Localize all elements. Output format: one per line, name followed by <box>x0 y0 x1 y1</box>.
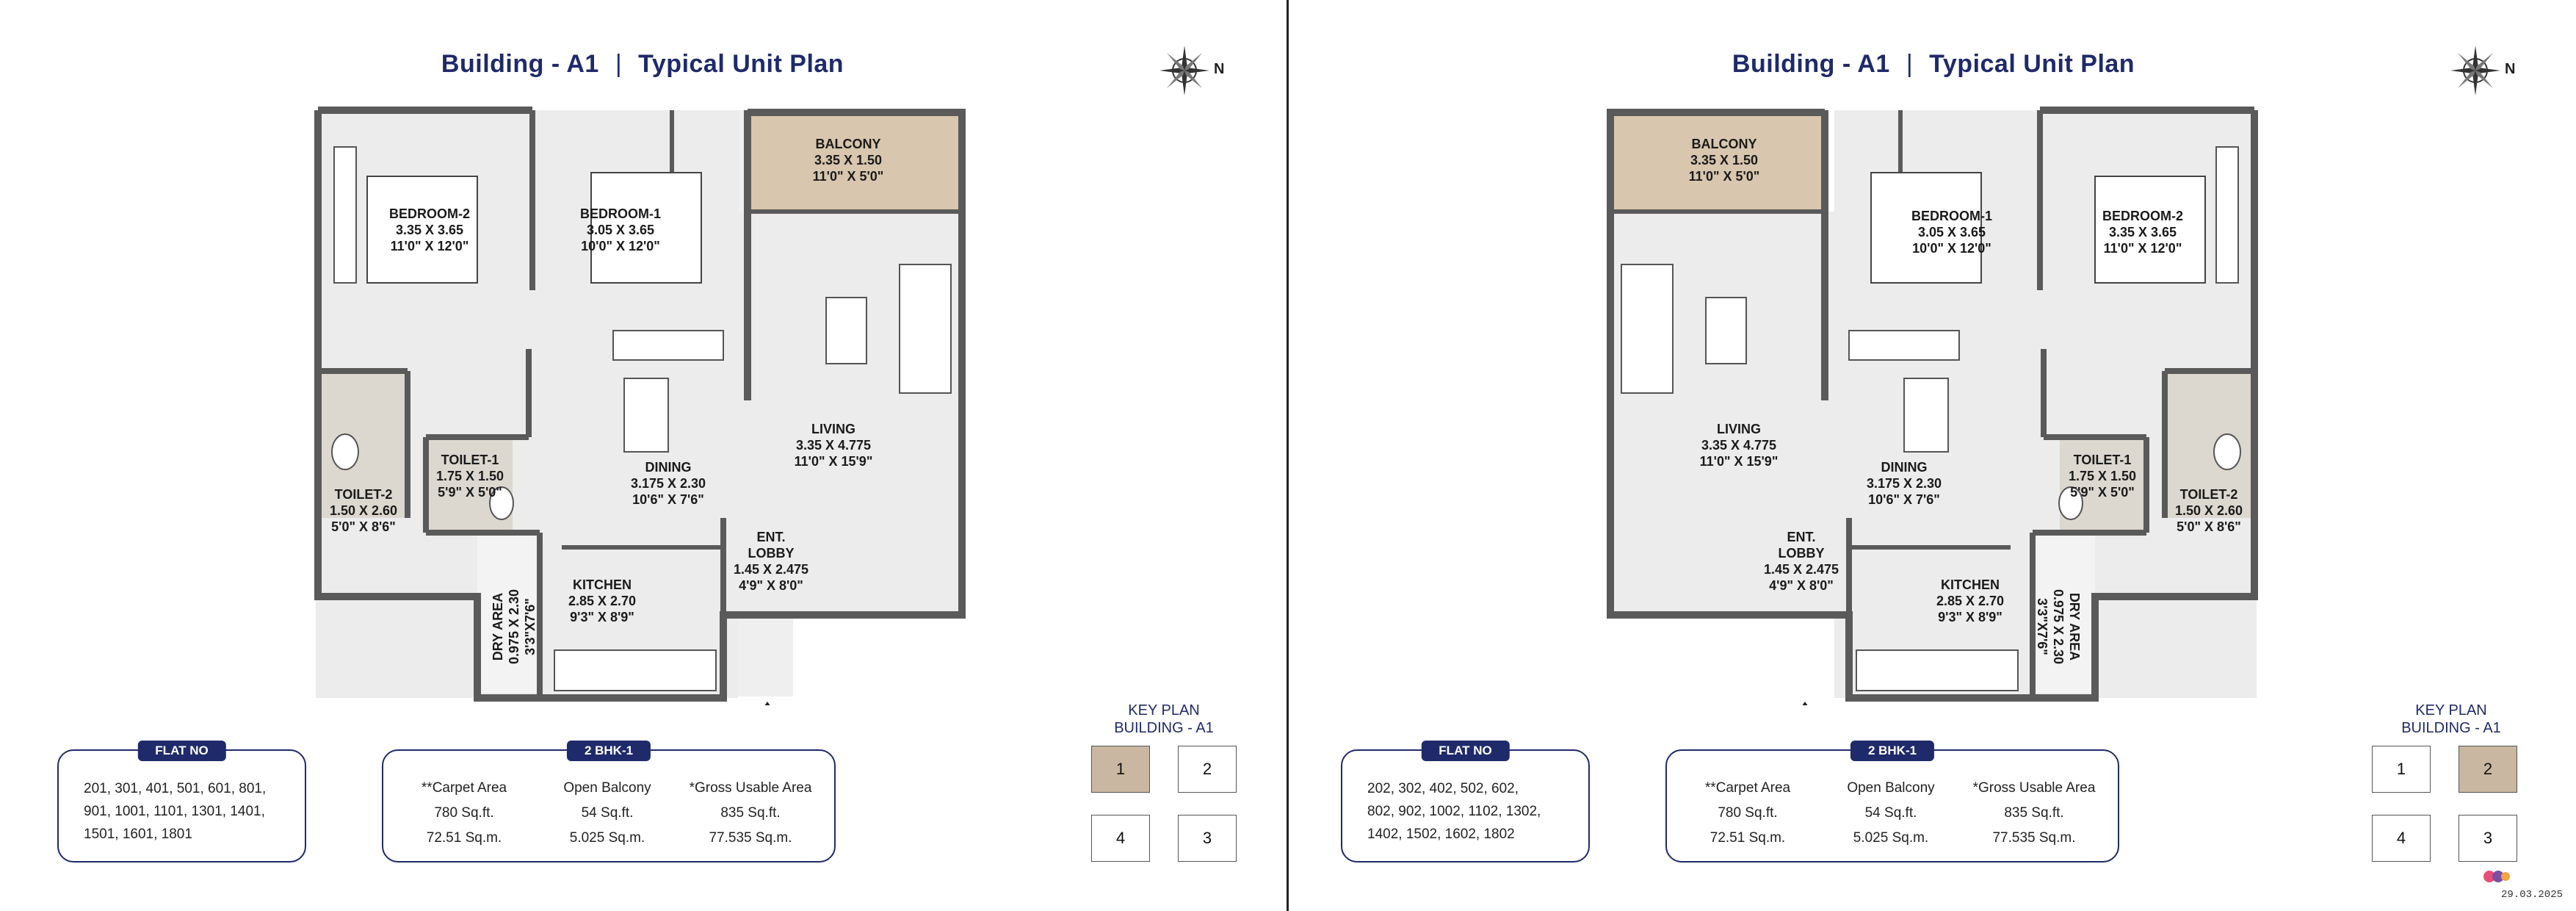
toilet-1-label: TOILET-1 1.75 X 1.50 5'9" X 5'0" <box>2068 453 2137 500</box>
sofa-icon <box>900 264 951 393</box>
flat-number-box <box>1341 743 1590 863</box>
key-block-3: 3 <box>1178 815 1237 862</box>
key-block-2: 2 <box>2459 746 2517 793</box>
toilet-1-label: TOILET-1 1.75 X 1.50 5'9" X 5'0" <box>435 453 504 500</box>
wardrobe-2-icon <box>334 147 356 283</box>
key-block-4: 4 <box>1091 815 1150 862</box>
flat-number-list: 201, 301, 401, 501, 601, 801, 901, 1001, 1101, 1301, 1401, 1501, 1601, 1801 <box>84 781 267 842</box>
north-label: N <box>1214 61 1225 77</box>
area-summary-box <box>1665 743 2119 863</box>
kitchen-counter-icon <box>554 650 716 691</box>
date-stamp <box>2482 867 2563 904</box>
key-block-2: 2 <box>1178 746 1237 793</box>
unit-type-header: 2 BHK-1 <box>1850 741 1934 761</box>
key-block-4: 4 <box>2372 815 2431 862</box>
key-block-1: 1 <box>1091 746 1150 793</box>
floor-plan <box>1599 107 2260 705</box>
kitchen-label: KITCHEN 2.85 X 2.70 9'3" X 8'9" <box>1936 577 2005 624</box>
toilet-2-label: TOILET-2 1.50 X 2.60 5'0" X 8'6" <box>2174 487 2243 534</box>
key-plan <box>2372 746 2517 862</box>
entrance-lobby-label: ENT. LOBBY 1.45 X 2.475 4'9" X 8'0" <box>733 530 809 593</box>
building-name: Building - A1 <box>1732 50 1890 78</box>
floor-plan <box>312 107 973 705</box>
compass-icon <box>2447 43 2516 101</box>
coffee-table-icon <box>826 298 866 364</box>
dining-label: DINING 3.175 X 2.30 10'6" X 7'6" <box>630 460 706 507</box>
key-block-1: 1 <box>2372 746 2431 793</box>
bedroom-2-label: BEDROOM-2 3.35 X 3.65 11'0" X 12'0" <box>388 206 470 253</box>
wardrobe-1-icon <box>613 331 723 360</box>
open-balcony-area: Open Balcony 54 Sq.ft. 5.025 Sq.m. <box>563 780 651 846</box>
north-label: N <box>2505 61 2516 77</box>
plan-subtitle: Typical Unit Plan <box>1929 50 2135 78</box>
right-panel <box>1291 0 2576 911</box>
key-plan-title: KEY PLAN BUILDING - A1 <box>2401 702 2501 736</box>
entrance-arrow-icon <box>757 702 778 705</box>
plan-subtitle: Typical Unit Plan <box>638 50 844 78</box>
bedroom-1-label: BEDROOM-1 3.05 X 3.65 10'0" X 12'0" <box>1911 209 1992 256</box>
living-label: LIVING 3.35 X 4.775 11'0" X 15'9" <box>794 422 873 469</box>
dry-area-label: DRY AREA 0.975 X 2.30 3'3"X7'6" <box>2035 588 2082 665</box>
bedroom-1-label: BEDROOM-1 3.05 X 3.65 10'0" X 12'0" <box>579 206 661 253</box>
panel-divider <box>1287 0 1289 911</box>
flat-number-header: FLAT NO <box>1421 741 1509 761</box>
unit-type-header: 2 BHK-1 <box>567 741 651 761</box>
balcony-label: BALCONY 3.35 X 1.50 11'0" X 5'0" <box>1688 137 1760 184</box>
open-balcony-area: Open Balcony 54 Sq.ft. 5.025 Sq.m. <box>1847 780 1935 846</box>
balcony-label: BALCONY 3.35 X 1.50 11'0" X 5'0" <box>812 137 884 184</box>
dry-area-label: DRY AREA 0.975 X 2.30 3'3"X7'6" <box>491 588 538 665</box>
kitchen-label: KITCHEN 2.85 X 2.70 9'3" X 8'9" <box>568 577 637 624</box>
area-summary-box <box>382 743 836 863</box>
page-title <box>1291 50 2576 79</box>
carpet-area: **Carpet Area 780 Sq.ft. 72.51 Sq.m. <box>421 780 507 846</box>
page-title <box>0 50 1285 79</box>
toilet-2-label: TOILET-2 1.50 X 2.60 5'0" X 8'6" <box>329 487 398 534</box>
stamp-date: 29.03.2025 <box>2500 889 2563 901</box>
brand-logo-icon <box>2482 867 2511 886</box>
dining-label: DINING 3.175 X 2.30 10'6" X 7'6" <box>1866 460 1942 507</box>
title-separator: | <box>1906 50 1914 78</box>
entrance-lobby-label: ENT. LOBBY 1.45 X 2.475 4'9" X 8'0" <box>1763 530 1839 593</box>
dining-table-icon <box>624 378 668 452</box>
flat-number-header: FLAT NO <box>137 741 225 761</box>
key-block-3: 3 <box>2459 815 2517 862</box>
living-label: LIVING 3.35 X 4.775 11'0" X 15'9" <box>1699 422 1779 469</box>
building-name: Building - A1 <box>441 50 599 78</box>
title-separator: | <box>615 50 623 78</box>
key-plan <box>1091 746 1237 862</box>
key-plan-title: KEY PLAN BUILDING - A1 <box>1114 702 1214 736</box>
carpet-area: **Carpet Area 780 Sq.ft. 72.51 Sq.m. <box>1704 780 1791 846</box>
gross-usable-area: *Gross Usable Area 835 Sq.ft. 77.535 Sq.m. <box>689 780 812 846</box>
left-panel <box>0 0 1285 911</box>
flat-number-box <box>57 743 306 863</box>
compass-icon <box>1157 43 1225 101</box>
bedroom-2-label: BEDROOM-2 3.35 X 3.65 11'0" X 12'0" <box>2102 209 2183 256</box>
flat-number-list: 202, 302, 402, 502, 602, 802, 902, 1002, 1102, 1302, 1402, 1502, 1602, 1802 <box>1367 781 1541 842</box>
wc-2-icon <box>332 434 358 469</box>
gross-usable-area: *Gross Usable Area 835 Sq.ft. 77.535 Sq.m. <box>1972 780 2096 846</box>
